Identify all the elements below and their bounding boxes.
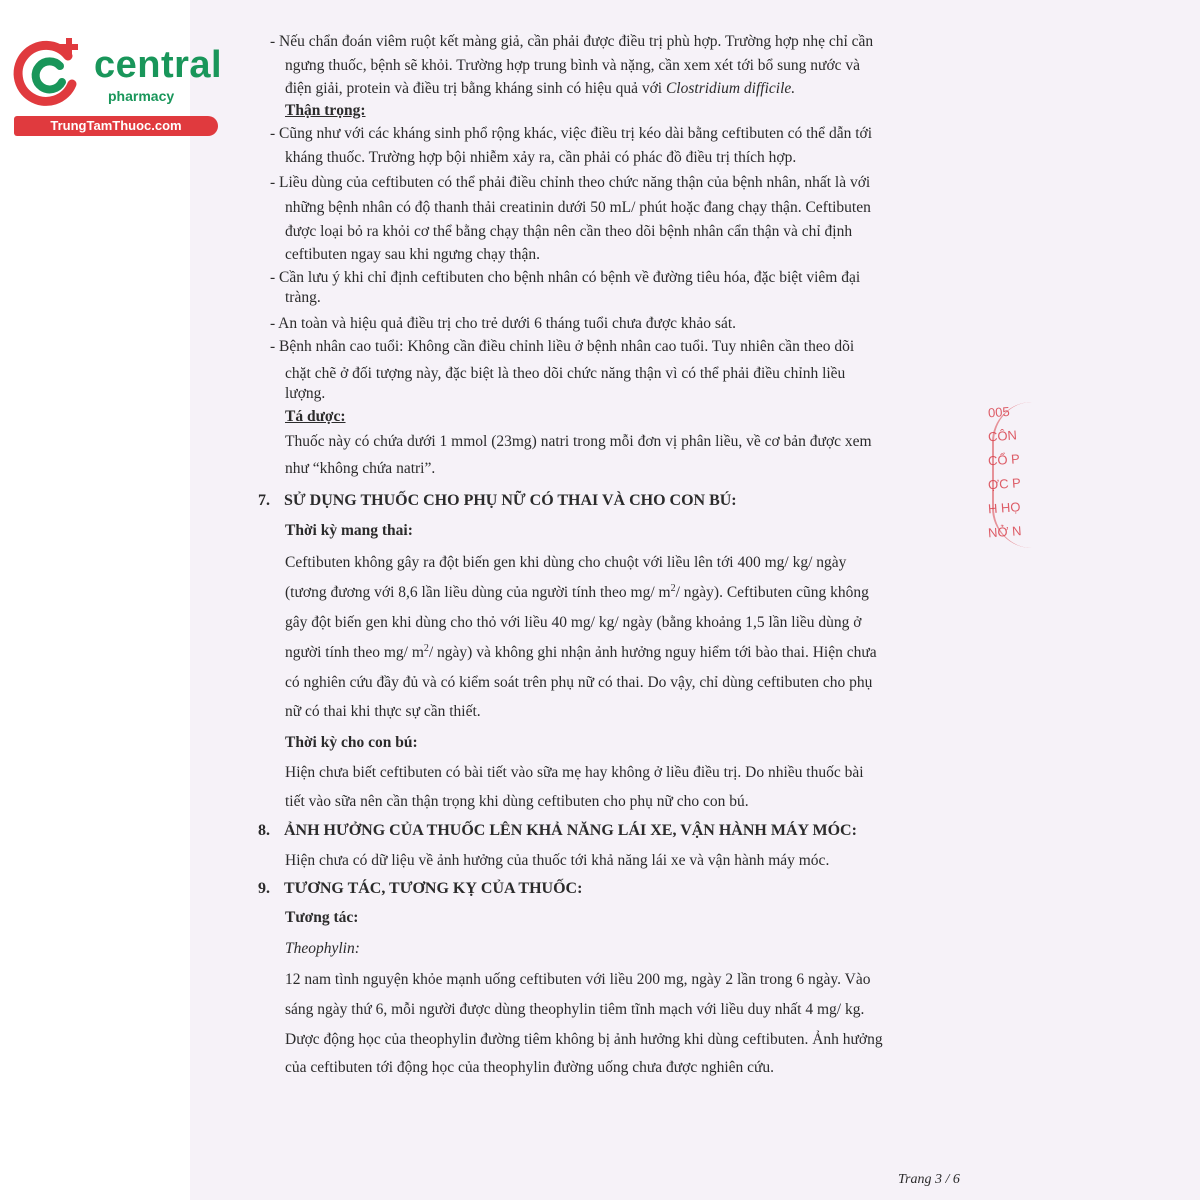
text-line: ceftibuten ngay sau khi ngưng chạy thận. [285,246,541,263]
text-line: người tính theo mg/ $m^2/$ ngày) và không ghi nhận ảnh hưởng nguy hiểm tới bào thai. Hiện chưa [285,642,877,661]
page-number: Trang 3 / 6 [898,1172,960,1187]
text-line: Hiện chưa biết ceftibuten có bài tiết vào sữa mẹ hay không ở liều điều trị. Do nhiều thuốc bài [285,764,864,781]
central-pharmacy-logo [10,36,223,136]
text-line: Thuốc này có chứa dưới 1 mmol (23mg) natri trong mỗi đơn vị phân liều, về cơ bản được xem [285,433,872,450]
text-line: nữ có thai khi thực sự cần thiết. [285,703,481,720]
text-line: được loại bỏ ra khỏi cơ thể bằng chạy thận nên cần theo dõi bệnh nhân cẩn thận và chỉ định [285,223,853,240]
text-line: - Liều dùng của ceftibuten có thể phải điều chỉnh theo chức năng thận của bệnh nhân, nhất là với [270,174,871,191]
subheading-than-trong: Thận trọng: [285,102,366,119]
text-line: Hiện chưa có dữ liệu về ảnh hưởng của thuốc tới khả năng lái xe và vận hành máy móc. [285,852,830,869]
logo-site-banner: TrungTamThuoc.com [14,116,218,136]
text-line: - Bệnh nhân cao tuổi: Không cần điều chỉnh liều ở bệnh nhân cao tuổi. Tuy nhiên cần theo dõi [270,338,855,355]
subheading-theophylin: Theophylin: [285,940,360,957]
subheading-ta-duoc: Tá dược: [285,408,346,425]
section-7-heading: 7. SỬ DỤNG THUỐC CHO PHỤ NỮ CÓ THAI VÀ CHO CON BÚ: [258,492,737,509]
text-line: Ceftibuten không gây ra đột biến gen khi dùng cho chuột với liều lên tới 400 mg/ kg/ ngày [285,554,847,571]
text-line: có nghiên cứu đầy đủ và có kiểm soát trên phụ nữ có thai. Do vậy, chỉ dùng ceftibuten cho phụ [285,674,873,691]
subheading-con-bu: Thời kỳ cho con bú: [285,734,418,751]
text-line: - Nếu chẩn đoán viêm ruột kết màng giả, cần phải được điều trị phù hợp. Trường hợp nhẹ chỉ cần [270,33,874,50]
text-line: - Cũng như với các kháng sinh phổ rộng khác, việc điều trị kéo dài bằng ceftibuten có thể dẫn tới [270,125,873,142]
text-line: ngưng thuốc, bệnh sẽ khỏi. Trường hợp trung bình và nặng, cần xem xét tới bổ sung nước và [285,57,861,74]
section-8-heading: 8. ẢNH HƯỞNG CỦA THUỐC LÊN KHẢ NĂNG LÁI XE, VẬN HÀNH MÁY MÓC: [258,822,857,839]
pharmacy-logo-icon [10,36,86,112]
text-line: như “không chứa natri”. [285,460,436,477]
text-line: (tương đương với 8,6 lần liều dùng của người tính theo mg/ $m^2/$ ngày). Ceftibuten cũng không [285,582,869,601]
text-line: điện giải, protein và điều trị bằng kháng sinh có hiệu quả với Clostridium difficile. [285,80,796,97]
text-line: gây đột biến gen khi dùng cho thỏ với liều 40 mg/ kg/ ngày (bằng khoảng 1,5 lần liều dùng ở [285,614,862,631]
text-line: tiết vào sữa nên cần thận trọng khi dùng ceftibuten cho phụ nữ cho con bú. [285,793,749,810]
text-line: - An toàn và hiệu quả điều trị cho trẻ dưới 6 tháng tuổi chưa được khảo sát. [270,315,737,332]
text-line: của ceftibuten tới động học của theophylin đường uống chưa được nghiên cứu. [285,1059,775,1076]
text-line: Dược động học của theophylin đường tiêm không bị ảnh hưởng khi dùng ceftibuten. Ảnh hưởng [285,1031,883,1048]
text-line: lượng. [285,385,326,402]
text-line: chặt chẽ ở đối tượng này, đặc biệt là theo dõi chức năng thận vì có thể phải điều chỉnh liều [285,365,846,382]
text-line: sáng ngày thứ 6, mỗi người được dùng theophylin tiêm tĩnh mạch với liều duy nhất 4 mg/ kg. [285,1001,865,1018]
text-line: những bệnh nhân có độ thanh thải creatinin dưới 50 mL/ phút hoặc đang chạy thận. Ceftibuten [285,199,871,216]
subheading-mang-thai: Thời kỳ mang thai: [285,522,413,539]
subheading-tuong-tac: Tương tác: [285,909,359,926]
section-9-heading: 9. TƯƠNG TÁC, TƯƠNG KỴ CỦA THUỐC: [258,880,583,897]
red-stamp: 005 CÔN CỔ P ỢC P H HỌ NỞ N [987,403,1023,541]
logo-brand-text: central [94,44,223,86]
text-line: - Cần lưu ý khi chỉ định ceftibuten cho bệnh nhân có bệnh về đường tiêu hóa, đặc biệt viêm đại [270,269,861,286]
text-line: 12 nam tình nguyện khỏe mạnh uống ceftibuten với liều 200 mg, ngày 2 lần trong 6 ngày. Vào [285,971,871,988]
logo-sub-text: pharmacy [108,88,175,104]
text-line: tràng. [285,289,321,306]
text-line: kháng thuốc. Trường hợp bội nhiễm xảy ra, cần phải có phác đồ điều trị thích hợp. [285,149,797,166]
